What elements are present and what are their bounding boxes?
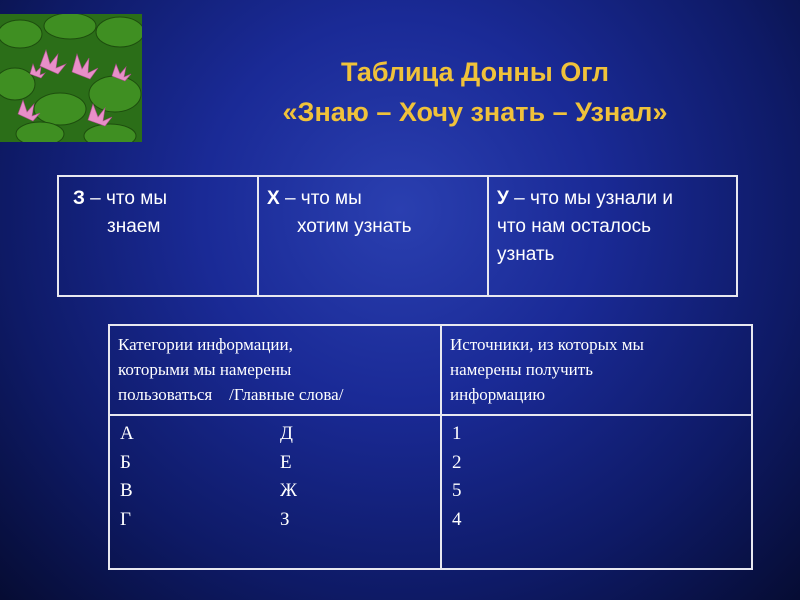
kwl-know-text-2: знаем bbox=[107, 216, 161, 237]
info-body-row bbox=[109, 415, 752, 569]
kwl-learned-cell bbox=[488, 176, 737, 296]
sources-header-cell bbox=[441, 325, 752, 415]
kwl-want-cell bbox=[258, 176, 488, 296]
kwl-learned-text: – что мы узнали и bbox=[508, 188, 674, 209]
sources-header-line: Источники, из которых мы bbox=[450, 335, 644, 354]
category-item: Д bbox=[280, 423, 293, 444]
source-item: 5 bbox=[452, 480, 462, 501]
kwl-want-text-2: хотим узнать bbox=[297, 216, 412, 237]
categories-col-b bbox=[270, 415, 441, 569]
sources-header-line: намерены получить bbox=[450, 360, 593, 379]
kwl-know-text: – что мы bbox=[84, 188, 167, 209]
categories-header-cell bbox=[109, 325, 441, 415]
category-item: Ж bbox=[280, 480, 298, 501]
sources-header-line: информацию bbox=[450, 385, 546, 404]
kwl-learned-letter: У bbox=[497, 188, 509, 209]
category-item: Е bbox=[280, 451, 292, 473]
kwl-know-cell bbox=[58, 176, 258, 296]
categories-header-line: Категории информации, bbox=[118, 335, 293, 354]
kwl-row bbox=[58, 176, 737, 296]
category-item: Г bbox=[120, 508, 131, 530]
kwl-know-letter: З bbox=[73, 188, 85, 209]
sources-col bbox=[441, 415, 752, 569]
categories-header-line: которыми мы намерены bbox=[118, 360, 292, 379]
info-header-row bbox=[109, 325, 752, 415]
kwl-learned-text-3: узнать bbox=[497, 244, 555, 265]
categories-header-line: пользоваться /Главные слова/ bbox=[118, 385, 344, 404]
source-item: 4 bbox=[452, 508, 462, 530]
category-item: А bbox=[120, 423, 134, 444]
kwl-learned-text-2: что нам осталось bbox=[497, 216, 652, 237]
kwl-table bbox=[57, 175, 738, 297]
source-item: 1 bbox=[452, 423, 462, 444]
category-item: Б bbox=[120, 451, 131, 473]
source-item: 2 bbox=[452, 451, 462, 473]
kwl-want-text: – что мы bbox=[279, 188, 362, 209]
category-item: В bbox=[120, 480, 133, 501]
title-line-1: Таблица Донны Огл bbox=[341, 57, 609, 87]
water-lily-image bbox=[0, 14, 142, 142]
kwl-want-letter: Х bbox=[267, 188, 280, 209]
slide-title bbox=[150, 52, 800, 132]
category-item: З bbox=[280, 508, 290, 530]
water-lily-photo bbox=[0, 14, 142, 142]
categories-col-a bbox=[109, 415, 270, 569]
title-line-2: «Знаю – Хочу знать – Узнал» bbox=[282, 97, 668, 127]
info-categories-table bbox=[108, 324, 753, 570]
